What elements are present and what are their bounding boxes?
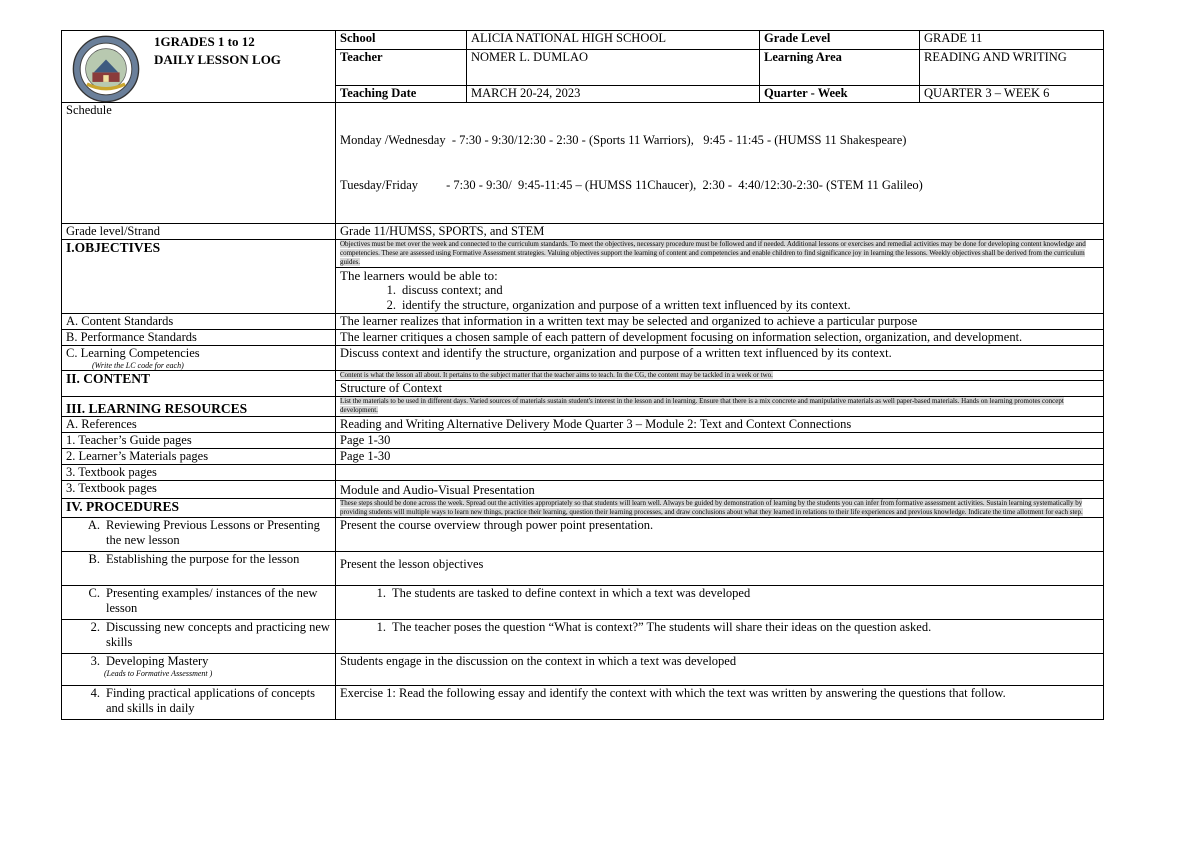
procedure-step-value: Students engage in the discussion on the context in which a text was developed bbox=[336, 654, 1104, 686]
references-value: Reading and Writing Alternative Delivery Mode Quarter 3 – Module 2: Text and Context Connections bbox=[336, 417, 1104, 433]
objective-text: discuss context; and bbox=[402, 283, 503, 297]
procedure-step-text: Presenting examples/ instances of the new lesson bbox=[106, 586, 318, 615]
content-label: II. CONTENT bbox=[62, 371, 336, 397]
objective-num: 2. bbox=[386, 298, 396, 312]
content-standards-label: A. Content Standards bbox=[62, 314, 336, 330]
procedure-step-text: Establishing the purpose for the lesson bbox=[106, 552, 300, 566]
school-value: ALICIA NATIONAL HIGH SCHOOL bbox=[467, 31, 760, 50]
objective-item bbox=[370, 298, 1099, 313]
learning-competencies-cell bbox=[62, 346, 336, 371]
content-value: Structure of Context bbox=[336, 381, 1104, 397]
procedure-value-text: The teacher poses the question “What is context?” The students will share their ideas on the question asked. bbox=[392, 620, 932, 634]
procedure-step-text: Finding practical applications of concepts and skills in daily bbox=[106, 686, 315, 715]
teachers-guide-value: Page 1-30 bbox=[336, 433, 1104, 449]
procedure-step-sublabel: (Leads to Formative Assessment ) bbox=[104, 669, 213, 678]
procedure-step-label bbox=[62, 586, 336, 620]
learners-materials-label: 2. Learner’s Materials pages bbox=[62, 449, 336, 465]
schedule-line1: Monday /Wednesday - 7:30 - 9:30/12:30 - 2:30 - (Sports 11 Warriors), 9:45 - 11:45 - (HUMSS 11 Shakespeare) bbox=[340, 133, 907, 147]
teachers-guide-label: 1. Teacher’s Guide pages bbox=[62, 433, 336, 449]
procedure-step-value: Exercise 1: Read the following essay and identify the context with which the text was written by answering the questions that follow. bbox=[336, 686, 1104, 720]
procedure-step-num: C. bbox=[88, 586, 100, 600]
objective-item bbox=[370, 283, 1099, 298]
procedure-step-num: 4. bbox=[90, 686, 100, 700]
procedure-step-num: A. bbox=[87, 518, 100, 532]
procedure-step-label bbox=[62, 654, 336, 686]
procedure-step-label bbox=[62, 518, 336, 552]
references-label: A. References bbox=[62, 417, 336, 433]
procedure-step-text: Discussing new concepts and practicing new skills bbox=[106, 620, 330, 649]
procedure-step-num: 2. bbox=[90, 620, 100, 634]
procedure-value-num: 1. bbox=[376, 586, 386, 600]
procedure-step-value: Present the lesson objectives bbox=[336, 552, 1104, 586]
school-seal-icon bbox=[72, 35, 140, 103]
learners-materials-value: Page 1-30 bbox=[336, 449, 1104, 465]
learning-area-label: Learning Area bbox=[760, 50, 920, 86]
strand-label: Grade level/Strand bbox=[62, 224, 336, 240]
procedure-step-text: Developing Mastery bbox=[106, 654, 209, 668]
performance-standards-label: B. Performance Standards bbox=[62, 330, 336, 346]
learning-competencies-sublabel: (Write the LC code for each) bbox=[92, 361, 184, 370]
procedure-step-label bbox=[62, 686, 336, 720]
content-standards-value: The learner realizes that information in a written text may be selected and organized to achieve a particular purpose bbox=[336, 314, 1104, 330]
objectives-label: I.OBJECTIVES bbox=[62, 240, 336, 314]
procedure-step-value bbox=[336, 586, 1104, 620]
learning-competencies-value: Discuss context and identify the structure, organization and purpose of a written text influenced by its context. bbox=[336, 346, 1104, 371]
procedures-label: IV. PROCEDURES bbox=[62, 499, 336, 518]
teacher-value: NOMER L. DUMLAO bbox=[467, 50, 760, 86]
grade-level-label: Grade Level bbox=[760, 31, 920, 50]
procedure-step-num: B. bbox=[88, 552, 100, 566]
header-title-line1: 1GRADES 1 to 12 bbox=[154, 34, 255, 49]
quarter-week-label: Quarter - Week bbox=[760, 86, 920, 103]
objectives-note bbox=[336, 240, 1104, 268]
objectives-list bbox=[340, 283, 1099, 313]
textbook-pages-label: 3. Textbook pages bbox=[62, 465, 336, 481]
procedure-step-num: 3. bbox=[90, 654, 100, 668]
textbook-pages-value-2: Module and Audio-Visual Presentation bbox=[336, 481, 1104, 499]
resources-note bbox=[336, 397, 1104, 417]
teacher-label: Teacher bbox=[336, 50, 467, 86]
resources-note-text: List the materials to be used in different days. Varied sources of materials sustain student's interest in the lesson and in learning. Ensure that there is a mix concrete and manipulative materials as well paper-based materials. Hands on learning promotes concept development. bbox=[340, 397, 1064, 414]
procedure-step-value bbox=[336, 620, 1104, 654]
procedure-step-label bbox=[62, 620, 336, 654]
schedule-label: Schedule bbox=[62, 103, 336, 224]
procedure-step-text: Reviewing Previous Lessons or Presenting the new lesson bbox=[106, 518, 320, 547]
quarter-week-value: QUARTER 3 – WEEK 6 bbox=[920, 86, 1104, 103]
procedure-value-text: The students are tasked to define context in which a text was developed bbox=[392, 586, 751, 600]
schedule-line2: Tuesday/Friday - 7:30 - 9:30/ 9:45-11:45 – (HUMSS 11Chaucer), 2:30 - 4:40/12:30-2:30- (STEM 11 Galileo) bbox=[340, 178, 923, 192]
objectives-intro: The learners would be able to: bbox=[340, 268, 498, 283]
lesson-log-table bbox=[61, 30, 1104, 720]
teaching-date-value: MARCH 20-24, 2023 bbox=[467, 86, 760, 103]
teaching-date-label: Teaching Date bbox=[336, 86, 467, 103]
objectives-body bbox=[336, 268, 1104, 314]
textbook-pages-value bbox=[336, 465, 1104, 481]
objectives-note-text: Objectives must be met over the week and connected to the curriculum standards. To meet the objectives, necessary procedure must be followed and if needed. Additional lessons or exercises and remedial activities may be done for developing content knowledge and competencies. These are assessed using Formative Assessment strategies. Valuing objectives support the learning of content and competencies and enable children to find significance joy in learning the lessons. Weekly objectives shall be derived from the curriculum guides. bbox=[340, 240, 1086, 266]
grade-level-value: GRADE 11 bbox=[920, 31, 1104, 50]
textbook-pages-label-2: 3. Textbook pages bbox=[62, 481, 336, 499]
learning-competencies-label: C. Learning Competencies bbox=[66, 346, 200, 360]
procedure-value-num: 1. bbox=[376, 620, 386, 634]
schedule-value bbox=[336, 103, 1104, 224]
procedures-note bbox=[336, 499, 1104, 518]
procedures-note-text: These steps should be done across the week. Spread out the activities appropriately so that students will learn well. Always be guided by demonstration of learning by the students you can infer from formative assessment activities. Sustain learning systematically by providing students will multiple ways to learn new things, practice their learning, question their learning processes, and draw conclusions about what they learned in relations to their life experiences and previous knowledge. Indicate the time allotment for each step. bbox=[340, 499, 1083, 516]
school-label: School bbox=[336, 31, 467, 50]
content-note-text: Content is what the lesson all about. It pertains to the subject matter that the teacher aims to teach. In the CG, the content may be tackled in a week or two. bbox=[340, 371, 773, 379]
header-title-line2: DAILY LESSON LOG bbox=[154, 52, 281, 67]
resources-label: III. LEARNING RESOURCES bbox=[62, 397, 336, 417]
performance-standards-value: The learner critiques a chosen sample of each pattern of development focusing on information selection, organization, and development. bbox=[336, 330, 1104, 346]
content-note bbox=[336, 371, 1104, 381]
header-title-cell bbox=[62, 31, 336, 103]
objective-num: 1. bbox=[386, 283, 396, 297]
learning-area-value: READING AND WRITING bbox=[920, 50, 1104, 86]
strand-value: Grade 11/HUMSS, SPORTS, and STEM bbox=[336, 224, 1104, 240]
procedure-step-label bbox=[62, 552, 336, 586]
lesson-log-page bbox=[61, 30, 1103, 720]
objective-text: identify the structure, organization and purpose of a written text influenced by its context. bbox=[402, 298, 851, 312]
procedure-step-value: Present the course overview through power point presentation. bbox=[336, 518, 1104, 552]
